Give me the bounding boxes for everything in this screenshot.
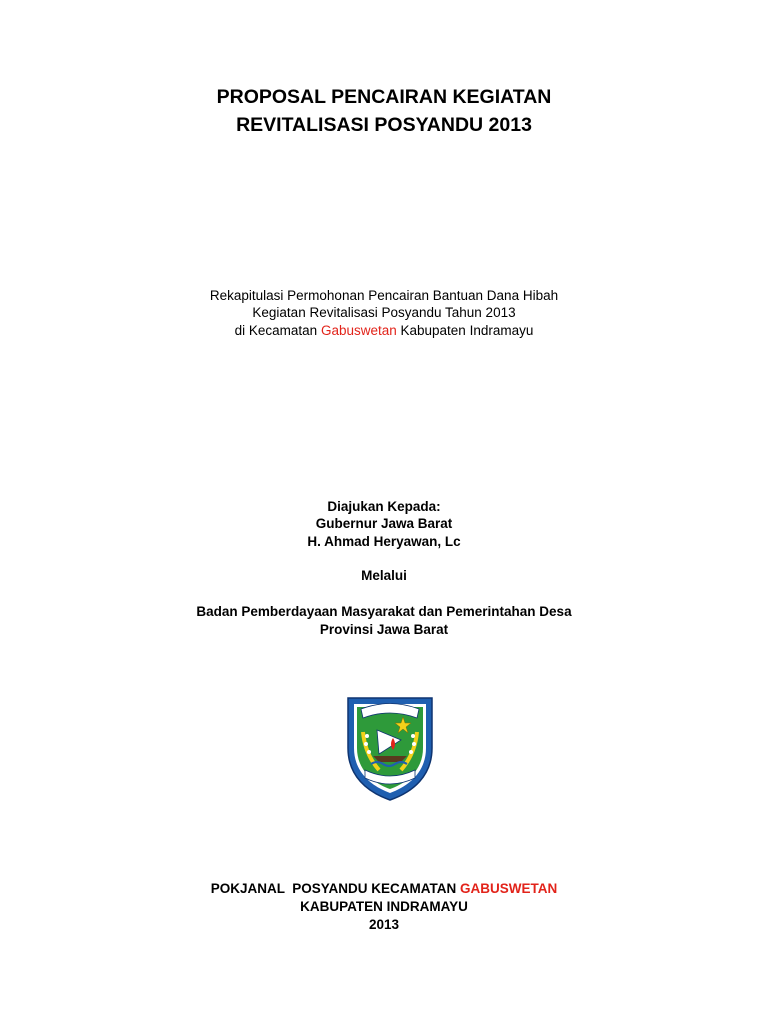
addressee-office: Gubernur Jawa Barat	[315, 516, 453, 531]
footer-line-2: KABUPATEN INDRAMAYU	[300, 899, 468, 914]
via-label: Melalui	[361, 568, 407, 583]
footer-year: 2013	[368, 917, 400, 932]
title-line-1: PROPOSAL PENCAIRAN KEGIATAN	[216, 86, 552, 108]
kecamatan-highlight-footer: GABUSWETAN	[460, 881, 558, 896]
addressee-intro: Diajukan Kepada:	[327, 499, 441, 514]
subtitle-prefix: di Kecamatan	[234, 323, 321, 338]
agency-province: Provinsi Jawa Barat	[319, 622, 449, 637]
footer-line-1	[0, 881, 768, 896]
agency-name: Badan Pemberdayaan Masyarakat dan Pemerintahan Desa	[196, 604, 572, 619]
subtitle-line-1: Rekapitulasi Permohonan Pencairan Bantuan Dana Hibah	[209, 288, 559, 303]
subtitle-line-3	[0, 323, 768, 338]
subtitle-line-2: Kegiatan Revitalisasi Posyandu Tahun 2013	[252, 305, 516, 320]
kecamatan-highlight: Gabuswetan	[320, 323, 397, 338]
title-line-2: REVITALISASI POSYANDU 2013	[236, 114, 532, 136]
addressee-name: H. Ahmad Heryawan, Lc	[307, 534, 461, 549]
subtitle-suffix: Kabupaten Indramayu	[396, 323, 534, 338]
footer-prefix: POKJANAL POSYANDU KECAMATAN	[210, 881, 461, 896]
kabupaten-emblem-icon	[343, 692, 437, 802]
